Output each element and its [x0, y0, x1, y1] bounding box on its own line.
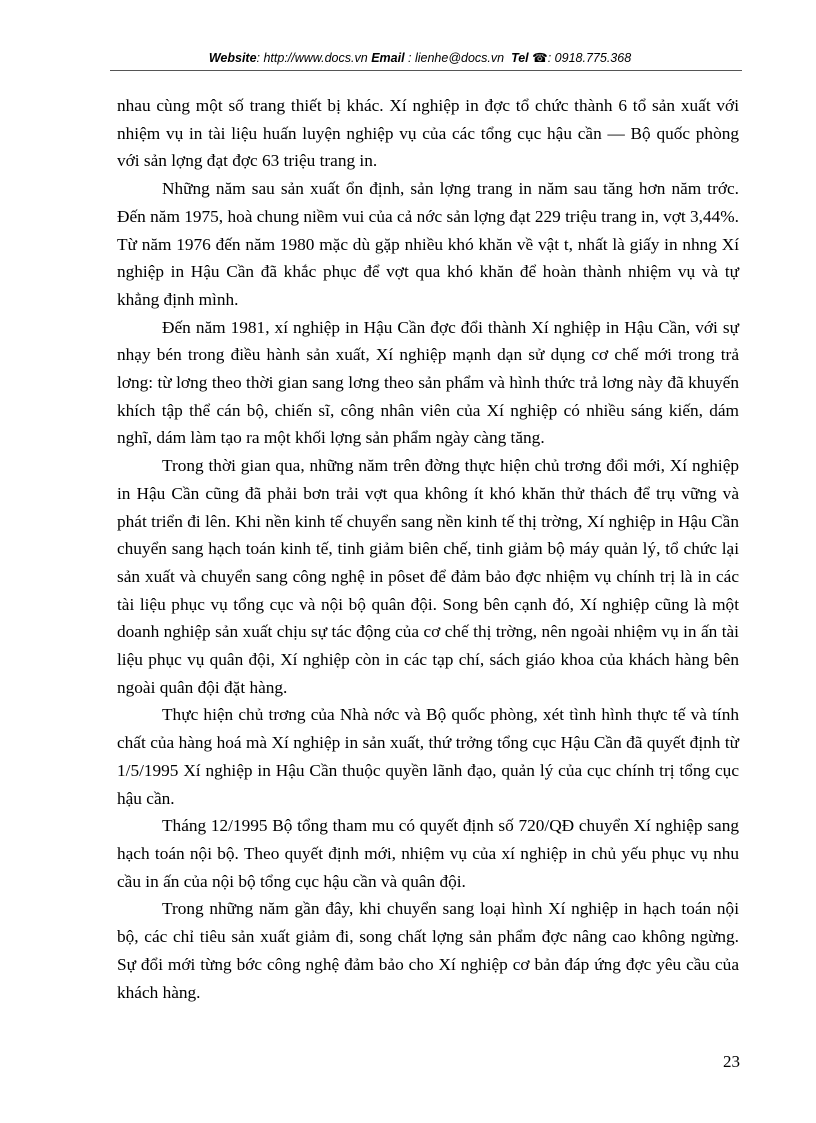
- paragraph-4: Trong thời gian qua, những năm trên đờng thực hiện chủ trơng đổi mới, Xí nghiệp in Hậu Cần cũng đã phải bơn trải vợt qua không ít khó khăn thử thách để trụ vững và phát triển đi lên. Khi nền kinh tế chuyển sang nền kinh tế thị trờng, Xí nghiệp in Hậu Cần chuyển sang hạch toán kinh tế, tinh giảm biên chế, tinh giảm bộ máy quản lý, tổ chức lại sản xuất và chuyển sang công nghệ in pôset để đảm bảo đợc nhiệm vụ chính trị là in các tài liệu phục vụ tổng cục và nội bộ quân đội. Song bên cạnh đó, Xí nghiệp cũng là một doanh nghiệp sản xuất chịu sự tác động của cơ chế thị trờng, nên ngoài nhiệm vụ in ấn tài liệu phục vụ quân đội, Xí nghiệp còn in các tạp chí, sách giáo khoa của khách hàng bên ngoài quân đội đặt hàng.: [117, 456, 739, 697]
- website-label: Website: [208, 51, 257, 65]
- paragraph-3: Đến năm 1981, xí nghiệp in Hậu Cần đợc đổi thành Xí nghiệp in Hậu Cần, với sự nhạy bén trong điều hành sản xuất, Xí nghiệp mạnh dạn sử dụng cơ chế mới trong trả lơng: từ lơng theo thời gian sang lơng theo sản phẩm và hình thức trả lơng này đã khuyến khích tập thể cán bộ, chiến sĩ, công nhân viên của Xí nghiệp có nhiều sáng kiến, dám nghĩ, dám làm tạo ra một khối lợng sản phẩm ngày càng tăng.: [117, 317, 739, 448]
- paragraph-1: nhau cùng một số trang thiết bị khác. Xí nghiệp in đợc tổ chức thành 6 tổ sản xuất với nhiệm vụ in tài liệu huấn luyện nghiệp vụ của các tổng cục hậu cần — Bộ quốc phòng với sản lợng đạt đợc 63 triệu trang in.: [117, 96, 739, 171]
- page-number: 23: [723, 1052, 740, 1071]
- paragraph-2: Những năm sau sản xuất ổn định, sản lợng trang in năm sau tăng hơn năm trớc. Đến năm 1975, hoà chung niềm vui của cả nớc sản lợng đạt 229 triệu trang in, vợt 3,44%. Từ năm 1976 đến năm 1980 mặc dù gặp nhiều khó khăn về vật t, nhất là giấy in nhng Xí nghiệp in Hậu Cần đã khắc phục để vợt qua khó khăn để hoàn thành nhiệm vụ và tự khẳng định mình.: [117, 179, 739, 309]
- email-label: Email: [371, 51, 405, 65]
- header-divider: [110, 70, 742, 71]
- paragraph-6: Tháng 12/1995 Bộ tổng tham mu có quyết định số 720/QĐ chuyển Xí nghiệp sang hạch toán nội bộ. Theo quyết định mới, nhiệm vụ của xí nghiệp in chủ yếu phục vụ nhu cầu in ấn của nội bộ tổng cục hậu cần và quân đội.: [117, 816, 739, 891]
- phone-icon: ☎: [532, 51, 548, 65]
- email-value: : lienhe@docs.vn: [404, 51, 505, 65]
- document-body: [117, 92, 739, 1006]
- tel-value: : 0918.775.368: [547, 51, 632, 65]
- tel-label: Tel: [511, 51, 529, 65]
- website-value: : http://www.docs.vn: [256, 51, 368, 65]
- page-header: [100, 50, 740, 65]
- paragraph-7: Trong những năm gần đây, khi chuyển sang loại hình Xí nghiệp in hạch toán nội bộ, các chỉ tiêu sản xuất giảm đi, song chất lợng sản phẩm đợc nâng cao không ngừng. Sự đổi mới từng bớc công nghệ đảm bảo cho Xí nghiệp cơ bản đáp ứng đợc yêu cầu của khách hàng.: [117, 899, 739, 1002]
- paragraph-5: Thực hiện chủ trơng của Nhà nớc và Bộ quốc phòng, xét tình hình thực tế và tính chất của hàng hoá mà Xí nghiệp in sản xuất, thứ trởng tổng cục Hậu Cần đã quyết định từ 1/5/1995 Xí nghiệp in Hậu Cần thuộc quyền lãnh đạo, quản lý của cục chính trị tổng cục hậu cần.: [117, 705, 739, 808]
